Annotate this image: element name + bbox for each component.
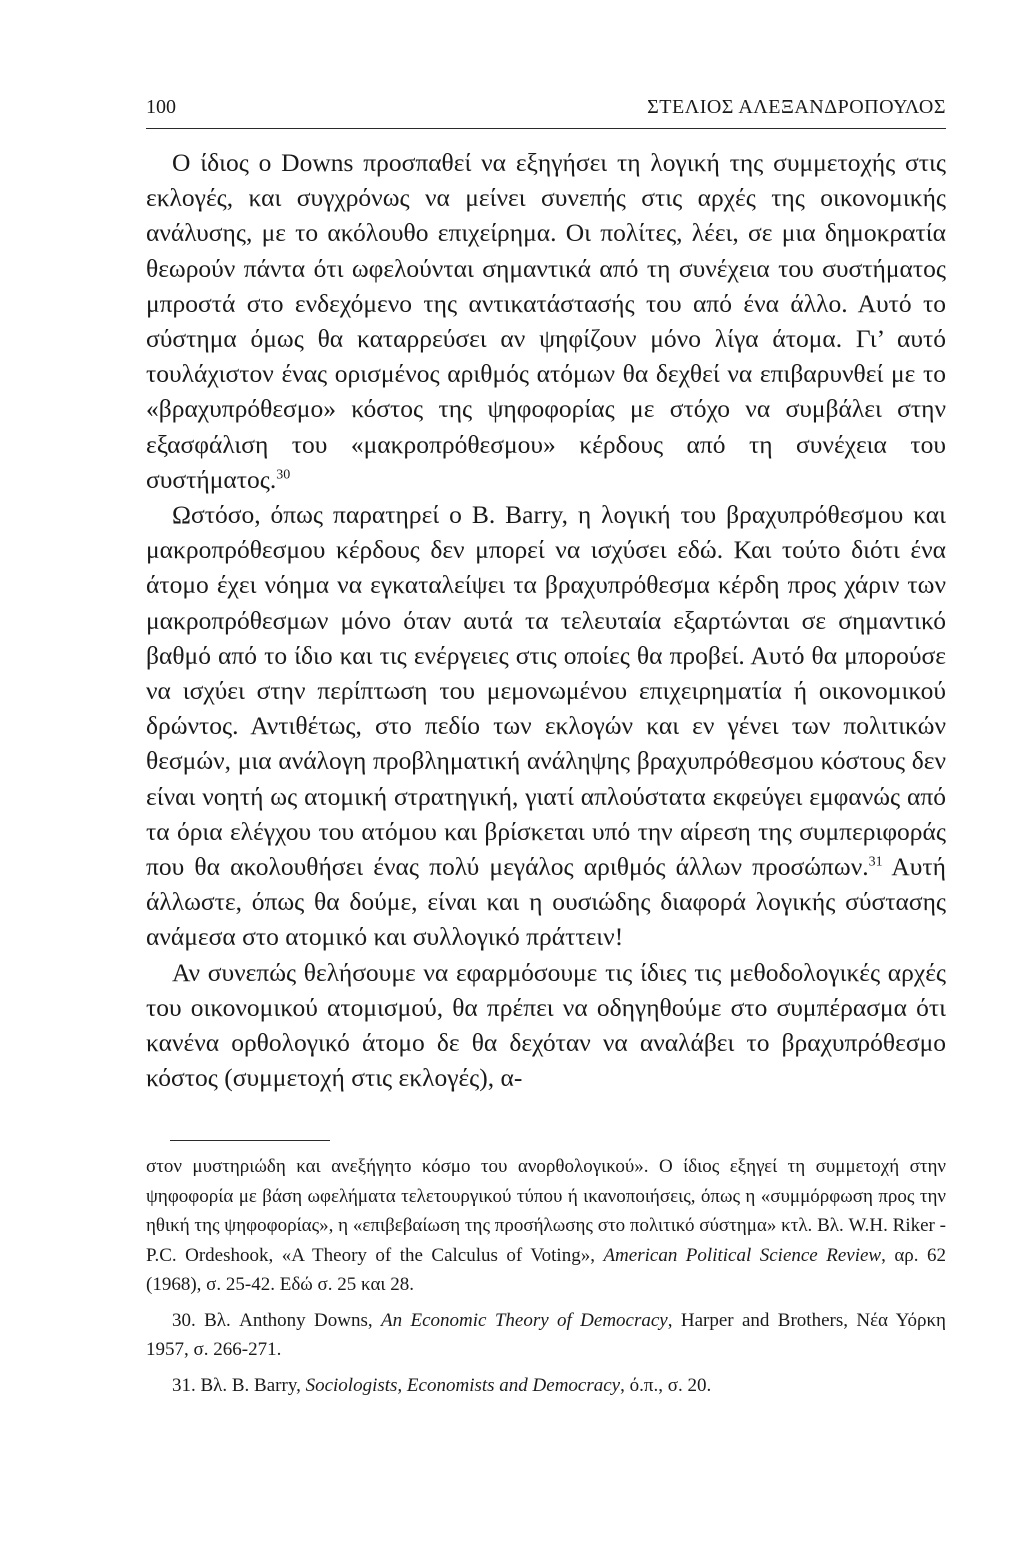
paragraph-1-text: Ο ίδιος ο Downs προσπαθεί να εξηγήσει τη λογική της συμμετοχής στις εκλογές, και συγχρόνως να μείνει συνεπής στις αρχές της οικονομικής ανάλυσης, με το ακόλουθο επιχείρημα. Οι πολίτες, λέει, σε μια δημοκρατία θεωρούν πάντα ότι ωφελούνται σημαντικά από τη συνέχεια του συστήματος μπροστά στο ενδεχόμενο της αντικατάστασής του από ένα άλλο. Αυτό το σύστημα όμως θα καταρρεύσει αν ψηφίζουν μόνο λίγα άτομα. Γι’ αυτό τουλάχιστον ένας ορισμένος αριθμός ατόμων θα δεχθεί να επιβαρυνθεί με το «βραχυπρόθεσμο» κόστος της ψηφοφορίας με στόχο να συμβάλει στην εξασφάλιση του «μακροπρόθεσμου» κέρδους από τη συνέχεια του συστήματος. (146, 148, 946, 494)
paragraph-3 (146, 955, 946, 1096)
main-text (146, 145, 946, 1095)
footnote-ref-30: 30 (276, 467, 291, 483)
paragraph-3-text: Αν συνεπώς θελήσουμε να εφαρμόσουμε τις ίδιες τις μεθοδολογικές αρχές του οικονομικού ατομισμού, θα πρέπει να οδηγηθούμε στο συμπέρασμα ότι κανένα ορθολογικό άτομο δε θα δεχόταν να αναλάβει το βραχυπρόθεσμο κόστος (συμμετοχή στις εκλογές), α- (146, 957, 946, 1093)
paragraph-2 (146, 497, 946, 955)
footnote-31 (146, 1371, 946, 1401)
running-head: ΣΤΕΛΙΟΣ ΑΛΕΞΑΝΔΡΟΠΟΥΛΟΣ (647, 96, 946, 118)
footnote-30 (146, 1306, 946, 1365)
footnote-ref-31: 31 (868, 854, 883, 870)
footnote-continued-journal: American Political Science Review (603, 1244, 882, 1266)
footnote-30-text-b: , Harper and Brothers, Νέα Υόρκη 1957, σ. 266-271. (146, 1309, 946, 1360)
paragraph-2-text-b: Αυτή άλλωστε, όπως θα δούμε, είναι και η ουσιώδης διαφορά λογικής σύστασης ανάμεσα στο ατομικό και συλλογικό πράττειν! (146, 852, 946, 952)
footnote-30-text-a: 30. Βλ. Anthony Downs, (172, 1309, 381, 1331)
footnotes (146, 1152, 946, 1406)
page-number: 100 (146, 96, 176, 118)
footnote-continued-text-b: , αρ. 62 (1968), σ. 25-42. Εδώ σ. 25 και 28. (146, 1244, 947, 1295)
footnote-31-text-a: 31. Βλ. B. Barry, (172, 1374, 306, 1396)
footnote-31-title: Sociologists, Economists and Democracy (305, 1374, 621, 1396)
footnote-30-title: An Economic Theory of Democracy (380, 1309, 668, 1331)
paragraph-1 (146, 145, 946, 497)
footnote-separator (170, 1140, 330, 1141)
footnote-31-text-b: , ό.π., σ. 20. (620, 1374, 712, 1396)
page-header (146, 88, 946, 129)
footnote-continued (146, 1152, 946, 1300)
footnote-continued-text-a: στον μυστηριώδη και ανεξήγητο κόσμο του ανορθολογικού». Ο ίδιος εξηγεί τη συμμετοχή στην ψηφοφορία με βάση ωφελήματα τελετουργικού τύπου ή ικανοποιήσεις, όπως η «συμμόρφωση προς την ηθική της ψηφοφορίας», η «επιβεβαίωση της προσήλωσης στο πολιτικό σύστημα» κτλ. Βλ. W.H. Riker - P.C. Ordeshook, «A Theory of the Calculus of Voting», (146, 1156, 946, 1266)
paragraph-2-text-a: Ωστόσο, όπως παρατηρεί ο B. Barry, η λογική του βραχυπρόθεσμου και μακροπρόθεσμου κέρδους δεν μπορεί να ισχύσει εδώ. Και τούτο διότι ένα άτομο έχει νόημα να εγκαταλείψει τα βραχυπρόθεσμα κέρδη προς χάριν των μακροπρόθεσμων μόνο όταν αυτά τα τελευταία εξαρτώνται σε σημαντικό βαθμό από το ίδιο και τις ενέργειες στις οποίες θα προβεί. Αυτό θα μπορούσε να ισχύει στην περίπτωση του μεμονωμένου επιχειρηματία ή οικονομικού δρώντος. Αντιθέτως, στο πεδίο των εκλογών και εν γένει των πολιτικών θεσμών, μια ανάλογη προβληματική ανάληψης βραχυπρόθεσμου κόστους δεν είναι νοητή ως ατομική στρατηγική, γιατί απλούστατα εκφεύγει εμφανώς από τα όρια ελέγχου του ατόμου και βρίσκεται υπό την αίρεση της συμπεριφοράς που θα ακολουθήσει ένας πολύ μεγάλος αριθμός άλλων προσώπων. (146, 500, 946, 882)
